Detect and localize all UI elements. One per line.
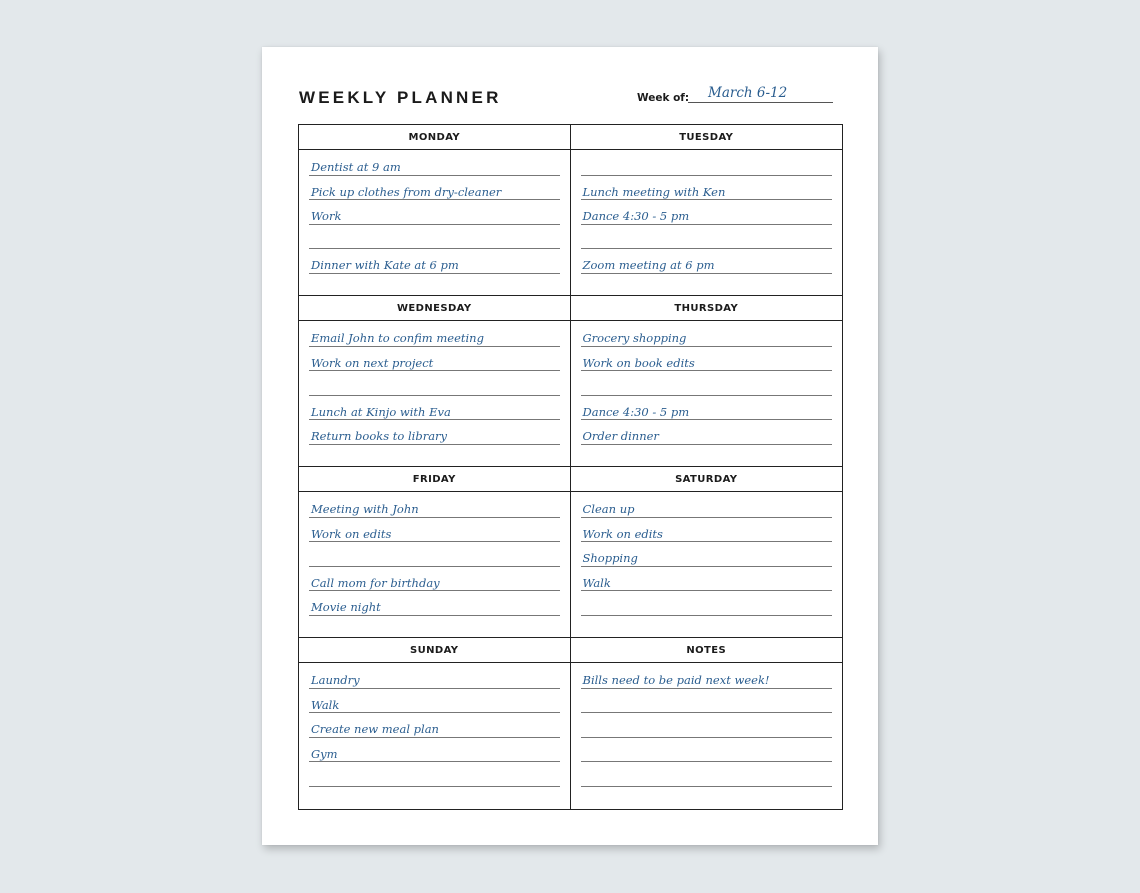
day-section-saturday [571, 467, 843, 638]
section-header: SATURDAY [571, 467, 843, 492]
entry-line[interactable]: Walk [309, 690, 560, 714]
entry-line[interactable] [309, 372, 560, 396]
section-header: NOTES [571, 638, 843, 663]
entry-line[interactable]: Dance 4:30 - 5 pm [581, 201, 833, 225]
entry-line[interactable]: Work on edits [309, 519, 560, 543]
entry-line[interactable] [309, 763, 560, 787]
entry-line[interactable] [581, 714, 833, 738]
entry-line[interactable]: Dinner with Kate at 6 pm [309, 250, 560, 274]
entry-line[interactable]: Call mom for birthday [309, 568, 560, 592]
entry-line[interactable] [581, 739, 833, 763]
day-section-friday [299, 467, 571, 638]
entry-line[interactable]: Return books to library [309, 421, 560, 445]
section-header: TUESDAY [571, 125, 843, 150]
entry-line[interactable]: Pick up clothes from dry-cleaner [309, 177, 560, 201]
week-of-label: Week of: [637, 92, 690, 104]
entry-line[interactable]: Clean up [581, 494, 833, 518]
entry-line[interactable]: Walk [581, 568, 833, 592]
day-section-tuesday [571, 125, 843, 296]
entry-line[interactable]: Bills need to be paid next week! [581, 665, 833, 689]
entry-line[interactable]: Lunch at Kinjo with Eva [309, 397, 560, 421]
entry-line[interactable]: Movie night [309, 592, 560, 616]
section-header: THURSDAY [571, 296, 843, 321]
planner-page [262, 47, 878, 845]
entry-line[interactable]: Meeting with John [309, 494, 560, 518]
entry-line[interactable]: Work on next project [309, 348, 560, 372]
section-header: SUNDAY [299, 638, 570, 663]
entry-line[interactable]: Grocery shopping [581, 323, 833, 347]
entry-line[interactable]: Work [309, 201, 560, 225]
entry-line[interactable]: Gym [309, 739, 560, 763]
day-section-sunday [299, 638, 571, 809]
entry-line[interactable]: Dance 4:30 - 5 pm [581, 397, 833, 421]
day-section-monday [299, 125, 571, 296]
entry-line[interactable]: Laundry [309, 665, 560, 689]
entry-line[interactable]: Zoom meeting at 6 pm [581, 250, 833, 274]
entry-line[interactable]: Work on edits [581, 519, 833, 543]
entry-line[interactable] [581, 226, 833, 250]
entry-line[interactable] [309, 226, 560, 250]
notes-section [571, 638, 843, 809]
day-section-wednesday [299, 296, 571, 467]
entry-line[interactable] [581, 690, 833, 714]
section-header: WEDNESDAY [299, 296, 570, 321]
planner-title: WEEKLY PLANNER [299, 88, 502, 107]
entry-line[interactable]: Create new meal plan [309, 714, 560, 738]
section-header: MONDAY [299, 125, 570, 150]
day-section-thursday [571, 296, 843, 467]
entry-line[interactable] [581, 763, 833, 787]
entry-line[interactable] [581, 152, 833, 176]
entry-line[interactable]: Dentist at 9 am [309, 152, 560, 176]
entry-line[interactable] [309, 543, 560, 567]
entry-line[interactable]: Lunch meeting with Ken [581, 177, 833, 201]
entry-line[interactable]: Shopping [581, 543, 833, 567]
week-of-field[interactable]: March 6-12 [688, 83, 833, 103]
entry-line[interactable]: Email John to confim meeting [309, 323, 560, 347]
entry-line[interactable] [581, 592, 833, 616]
entry-line[interactable]: Order dinner [581, 421, 833, 445]
entry-line[interactable] [581, 372, 833, 396]
entry-line[interactable]: Work on book edits [581, 348, 833, 372]
planner-grid [298, 124, 843, 810]
section-header: FRIDAY [299, 467, 570, 492]
